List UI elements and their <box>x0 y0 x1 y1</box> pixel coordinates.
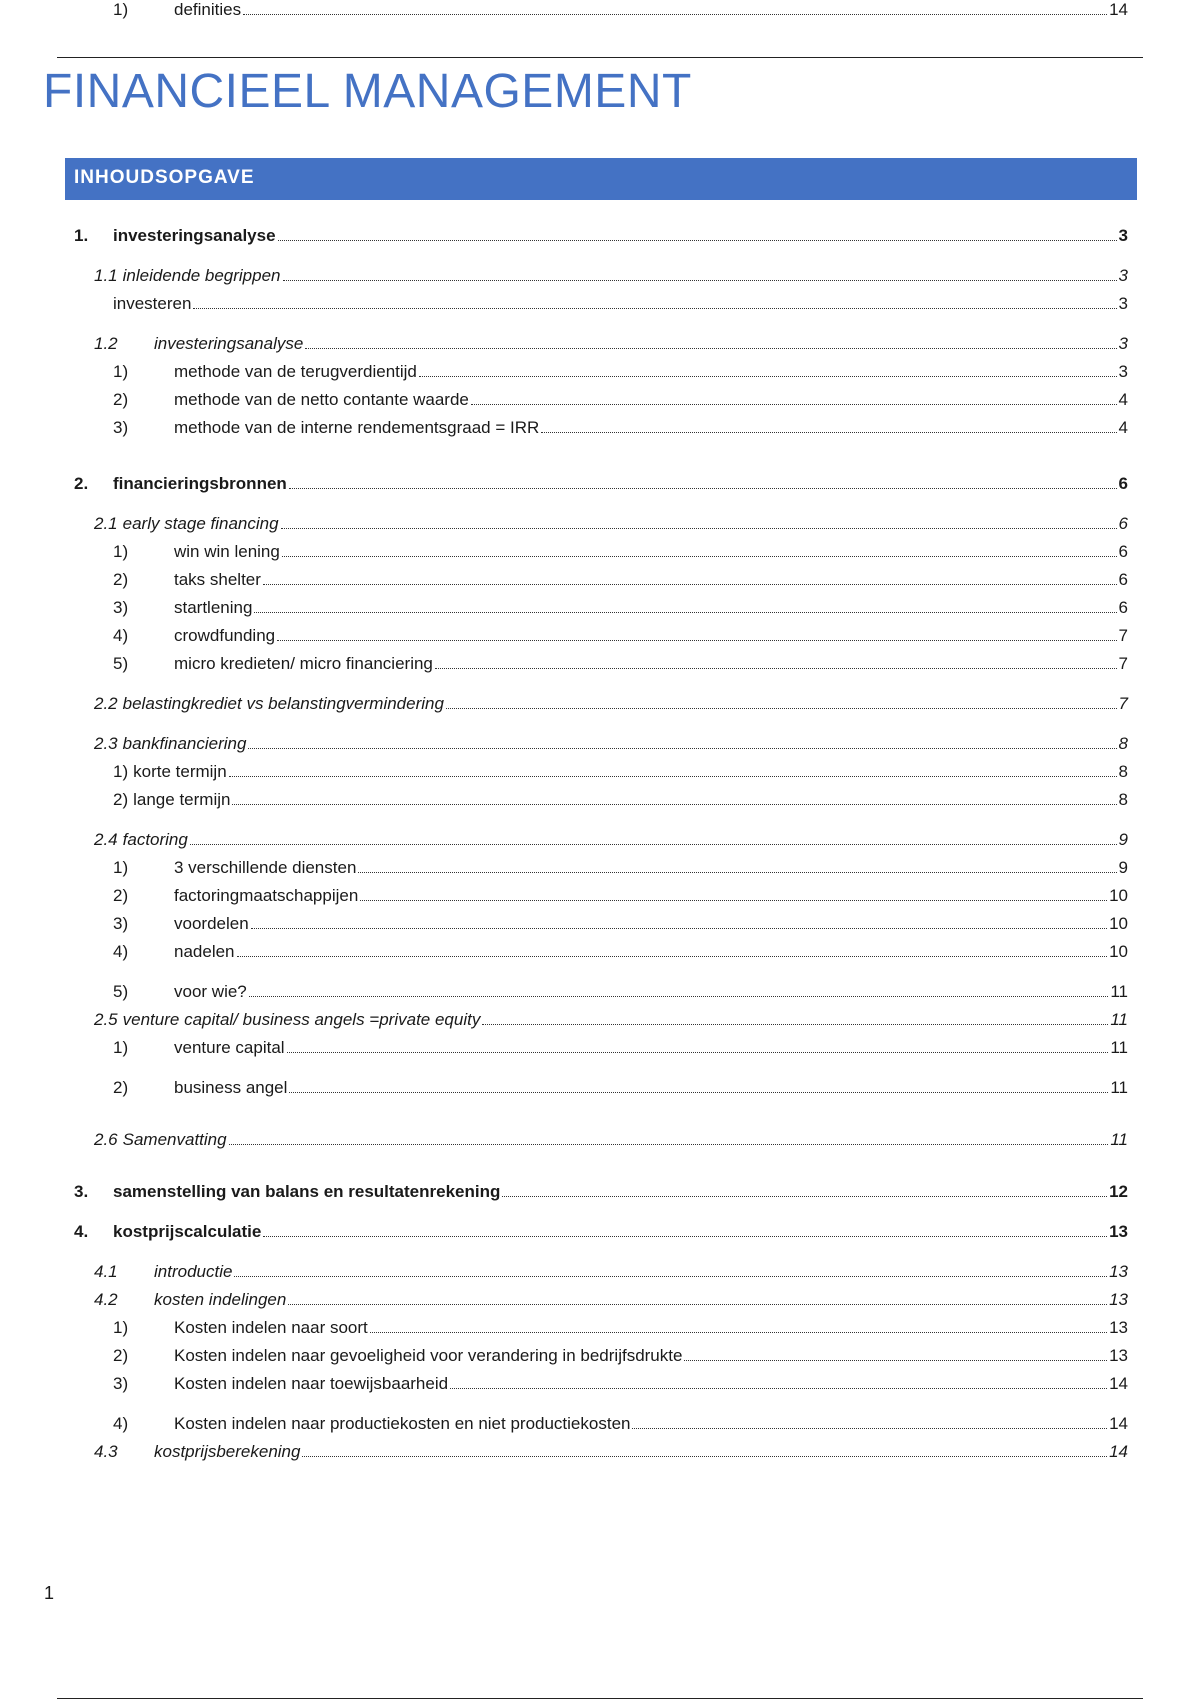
toc-entry-title: belastingkrediet vs belanstingvermindering <box>122 694 444 713</box>
toc-entry-page-number: 4 <box>1118 418 1128 437</box>
toc-entry[interactable] <box>0 514 1128 538</box>
toc-entry-title: Kosten indelen naar soort <box>174 1318 368 1337</box>
toc-entry[interactable] <box>0 1442 1128 1466</box>
toc-dot-leader <box>502 1196 1107 1197</box>
toc-entry-page-number: 11 <box>1110 1010 1128 1029</box>
toc-entry-number: 3) <box>113 1374 129 1393</box>
toc-entry-page-number: 13 <box>1109 1318 1128 1337</box>
toc-dot-leader <box>302 1456 1107 1457</box>
toc-entry-page-number: 3 <box>1118 294 1128 313</box>
toc-entry-page-number: 10 <box>1109 886 1128 905</box>
toc-dot-leader <box>249 996 1109 997</box>
toc-entry[interactable] <box>0 390 1128 414</box>
toc-entry-number: 4.3 <box>94 1442 118 1461</box>
toc-entry-number: 2.3 <box>94 734 118 753</box>
toc-dot-leader <box>243 14 1107 15</box>
toc-entry-page-number: 14 <box>1109 0 1128 19</box>
toc-entry-page-number: 10 <box>1109 942 1128 961</box>
toc-dot-leader <box>360 900 1107 901</box>
toc-dot-leader <box>248 748 1116 749</box>
toc-entry[interactable] <box>0 0 1128 24</box>
toc-entry-title: kostprijsberekening <box>154 1442 301 1461</box>
toc-entry-number: 3) <box>113 418 129 437</box>
toc-entry-title: samenstelling van balans en resultatenrekening <box>113 1182 501 1201</box>
top-rule <box>57 57 1143 58</box>
toc-entry-title: micro kredieten/ micro financiering <box>174 654 433 673</box>
toc-entry-number: 4. <box>74 1222 89 1241</box>
toc-entry-number: 1) <box>113 858 129 877</box>
toc-dot-leader <box>471 404 1117 405</box>
toc-entry-title: financieringsbronnen <box>113 474 287 493</box>
toc-entry-title: Samenvatting <box>122 1130 227 1149</box>
toc-entry-page-number: 11 <box>1110 1038 1128 1057</box>
toc-entry[interactable] <box>0 294 1128 318</box>
toc-entry-title: investeringsanalyse <box>154 334 304 353</box>
toc-entry-page-number: 9 <box>1118 830 1128 849</box>
toc-dot-leader <box>237 956 1108 957</box>
toc-entry-title: venture capital <box>174 1038 285 1057</box>
toc-entry-title: Kosten indelen naar gevoeligheid voor verandering in bedrijfsdrukte <box>174 1346 683 1365</box>
toc-entry-title: bankfinanciering <box>122 734 247 753</box>
toc-dot-leader <box>193 308 1116 309</box>
bottom-rule <box>57 1698 1143 1699</box>
toc-entry-page-number: 13 <box>1109 1262 1128 1281</box>
toc-entry-page-number: 3 <box>1118 334 1128 353</box>
toc-dot-leader <box>632 1428 1107 1429</box>
toc-entry[interactable] <box>0 1374 1128 1398</box>
toc-entry-page-number: 8 <box>1118 734 1128 753</box>
toc-entry[interactable] <box>0 1222 1128 1246</box>
toc-entry-title: factoring <box>122 830 188 849</box>
toc-entry[interactable] <box>0 914 1128 938</box>
toc-entry-title: startlening <box>174 598 253 617</box>
toc-entry[interactable] <box>0 734 1128 758</box>
toc-entry-number: 2.6 <box>94 1130 118 1149</box>
toc-entry-title: business angel <box>174 1078 288 1097</box>
toc-entry-number: 2.1 <box>94 514 118 533</box>
toc-entry-number: 2) <box>113 790 129 809</box>
toc-entry-title: win win lening <box>174 542 280 561</box>
toc-entry-number: 4) <box>113 1414 129 1433</box>
toc-entry-title: kostprijscalculatie <box>113 1222 262 1241</box>
toc-entry[interactable] <box>0 570 1128 594</box>
toc-entry-title: methode van de terugverdientijd <box>174 362 417 381</box>
toc-dot-leader <box>263 584 1117 585</box>
toc-dot-leader <box>232 804 1116 805</box>
toc-entry[interactable] <box>0 1130 1128 1154</box>
toc-entry-number: 2) <box>113 1346 129 1365</box>
toc-dot-leader <box>305 348 1116 349</box>
toc-entry-number: 3. <box>74 1182 89 1201</box>
toc-dot-leader <box>684 1360 1107 1361</box>
toc-entry-page-number: 9 <box>1118 858 1128 877</box>
toc-dot-leader <box>278 240 1117 241</box>
toc-entry-number: 2. <box>74 474 89 493</box>
toc-entry-number: 2.2 <box>94 694 118 713</box>
toc-entry-number: 3) <box>113 598 129 617</box>
toc-entry-title: Kosten indelen naar productiekosten en niet productiekosten <box>174 1414 631 1433</box>
toc-dot-leader <box>446 708 1117 709</box>
toc-entry-page-number: 3 <box>1118 362 1128 381</box>
toc-entry-page-number: 3 <box>1118 266 1128 285</box>
toc-dot-leader <box>419 376 1117 377</box>
toc-entry-page-number: 13 <box>1109 1346 1128 1365</box>
toc-entry-number: 5) <box>113 654 129 673</box>
toc-entry-number: 4) <box>113 942 129 961</box>
toc-entry-title: introductie <box>154 1262 233 1281</box>
toc-entry-number: 1. <box>74 226 89 245</box>
toc-entry-page-number: 13 <box>1109 1222 1128 1241</box>
toc-entry[interactable] <box>0 362 1128 386</box>
toc-dot-leader <box>370 1332 1107 1333</box>
toc-entry-title: voor wie? <box>174 982 247 1001</box>
toc-entry-number: 4.2 <box>94 1290 118 1309</box>
toc-dot-leader <box>283 280 1117 281</box>
toc-entry-page-number: 6 <box>1118 474 1128 493</box>
toc-entry[interactable] <box>0 1318 1128 1342</box>
toc-entry-page-number: 6 <box>1118 570 1128 589</box>
toc-dot-leader <box>358 872 1116 873</box>
toc-entry-title: investeringsanalyse <box>113 226 276 245</box>
toc-dot-leader <box>541 432 1116 433</box>
toc-dot-leader <box>282 556 1117 557</box>
toc-entry-page-number: 11 <box>1110 982 1128 1001</box>
toc-entry-number: 1) <box>113 1318 129 1337</box>
toc-entry-title: nadelen <box>174 942 235 961</box>
toc-entry-number: 2) <box>113 886 129 905</box>
toc-entry-title: taks shelter <box>174 570 261 589</box>
toc-entry[interactable] <box>0 790 1128 814</box>
toc-dot-leader <box>482 1024 1108 1025</box>
toc-entry[interactable] <box>0 334 1128 358</box>
toc-entry[interactable] <box>0 830 1128 854</box>
toc-dot-leader <box>287 1052 1109 1053</box>
toc-entry[interactable] <box>0 266 1128 290</box>
toc-entry[interactable] <box>0 982 1128 1006</box>
toc-entry-number: 2.4 <box>94 830 118 849</box>
toc-entry-title: definities <box>174 0 242 19</box>
toc-dot-leader <box>263 1236 1107 1237</box>
toc-heading-bar <box>65 158 1137 200</box>
toc-entry-page-number: 11 <box>1110 1130 1128 1149</box>
toc-entry[interactable] <box>0 418 1128 442</box>
toc-entry-title: Kosten indelen naar toewijsbaarheid <box>174 1374 449 1393</box>
toc-entry[interactable] <box>0 654 1128 678</box>
toc-entry-number: 4.1 <box>94 1262 118 1281</box>
toc-entry-number: 1) <box>113 762 129 781</box>
toc-entry-number: 5) <box>113 982 129 1001</box>
page-number: 1 <box>44 1583 55 1603</box>
toc-entry-page-number: 7 <box>1118 626 1128 645</box>
toc-entry[interactable] <box>0 598 1128 622</box>
toc-entry-page-number: 3 <box>1118 226 1128 245</box>
toc-entry-number: 1) <box>113 0 129 19</box>
toc-entry-page-number: 7 <box>1118 694 1128 713</box>
document-title: FINANCIEEL MANAGEMENT <box>43 65 692 118</box>
toc-dot-leader <box>254 612 1116 613</box>
toc-entry[interactable] <box>0 626 1128 650</box>
toc-entry-number: 2) <box>113 570 129 589</box>
toc-entry[interactable] <box>0 1038 1128 1062</box>
toc-entry-page-number: 14 <box>1109 1414 1128 1433</box>
toc-entry-number: 3) <box>113 914 129 933</box>
toc-entry-number: 2) <box>113 390 129 409</box>
toc-entry[interactable] <box>0 226 1128 250</box>
toc-entry-page-number: 14 <box>1109 1442 1128 1461</box>
toc-entry-title: investeren <box>113 294 192 313</box>
toc-entry[interactable] <box>0 1346 1128 1370</box>
toc-dot-leader <box>234 1276 1107 1277</box>
toc-entry[interactable] <box>0 1078 1128 1102</box>
toc-entry-page-number: 8 <box>1118 762 1128 781</box>
toc-entry[interactable] <box>0 1010 1128 1034</box>
toc-entry-page-number: 6 <box>1118 542 1128 561</box>
toc-dot-leader <box>289 1092 1108 1093</box>
toc-dot-leader <box>281 528 1117 529</box>
toc-entry-title: inleidende begrippen <box>122 266 281 285</box>
toc-entry-page-number: 8 <box>1118 790 1128 809</box>
toc-entry-page-number: 6 <box>1118 514 1128 533</box>
toc-entry-number: 1) <box>113 542 129 561</box>
toc-heading: INHOUDSOPGAVE <box>74 167 255 188</box>
toc-entry-page-number: 11 <box>1110 1078 1128 1097</box>
toc-entry-title: crowdfunding <box>174 626 276 645</box>
toc-entry-title: kosten indelingen <box>154 1290 287 1309</box>
toc-entry-page-number: 12 <box>1109 1182 1128 1201</box>
toc-entry[interactable] <box>0 886 1128 910</box>
toc-entry-title: methode van de interne rendementsgraad = IRR <box>174 418 540 437</box>
toc-entry-number: 1) <box>113 362 129 381</box>
toc-entry-title: factoringmaatschappijen <box>174 886 359 905</box>
toc-entry-number: 1.2 <box>94 334 118 353</box>
toc-entry-title: venture capital/ business angels =private equity <box>122 1010 481 1029</box>
toc-entry-number: 2) <box>113 1078 129 1097</box>
toc-dot-leader <box>251 928 1107 929</box>
toc-entry-page-number: 10 <box>1109 914 1128 933</box>
toc-entry[interactable] <box>0 762 1128 786</box>
toc-entry-page-number: 13 <box>1109 1290 1128 1309</box>
toc-dot-leader <box>450 1388 1107 1389</box>
toc-entry[interactable] <box>0 1414 1128 1438</box>
toc-entry-number: 2.5 <box>94 1010 118 1029</box>
toc-entry-title: methode van de netto contante waarde <box>174 390 469 409</box>
toc-dot-leader <box>229 1144 1109 1145</box>
toc-entry-title: 3 verschillende diensten <box>174 858 357 877</box>
toc-entry[interactable] <box>0 694 1128 718</box>
toc-entry[interactable] <box>0 1182 1128 1206</box>
toc-dot-leader <box>190 844 1117 845</box>
toc-entry[interactable] <box>0 942 1128 966</box>
toc-entry-title: voordelen <box>174 914 249 933</box>
toc-entry-page-number: 6 <box>1118 598 1128 617</box>
toc-dot-leader <box>288 1304 1107 1305</box>
toc-dot-leader <box>435 668 1117 669</box>
toc-entry-number: 1.1 <box>94 266 118 285</box>
toc-entry[interactable] <box>0 474 1128 498</box>
toc-entry-page-number: 4 <box>1118 390 1128 409</box>
toc-entry[interactable] <box>0 1290 1128 1314</box>
toc-dot-leader <box>289 488 1117 489</box>
toc-entry-number: 4) <box>113 626 129 645</box>
toc-entry-page-number: 7 <box>1118 654 1128 673</box>
toc-entry[interactable] <box>0 542 1128 566</box>
toc-dot-leader <box>277 640 1116 641</box>
toc-dot-leader <box>229 776 1117 777</box>
toc-entry[interactable] <box>0 858 1128 882</box>
toc-entry-page-number: 14 <box>1109 1374 1128 1393</box>
toc-entry-title: lange termijn <box>133 790 231 809</box>
toc-entry-number: 1) <box>113 1038 129 1057</box>
toc-entry-title: early stage financing <box>122 514 279 533</box>
toc-entry[interactable] <box>0 1262 1128 1286</box>
toc-entry-title: korte termijn <box>133 762 227 781</box>
